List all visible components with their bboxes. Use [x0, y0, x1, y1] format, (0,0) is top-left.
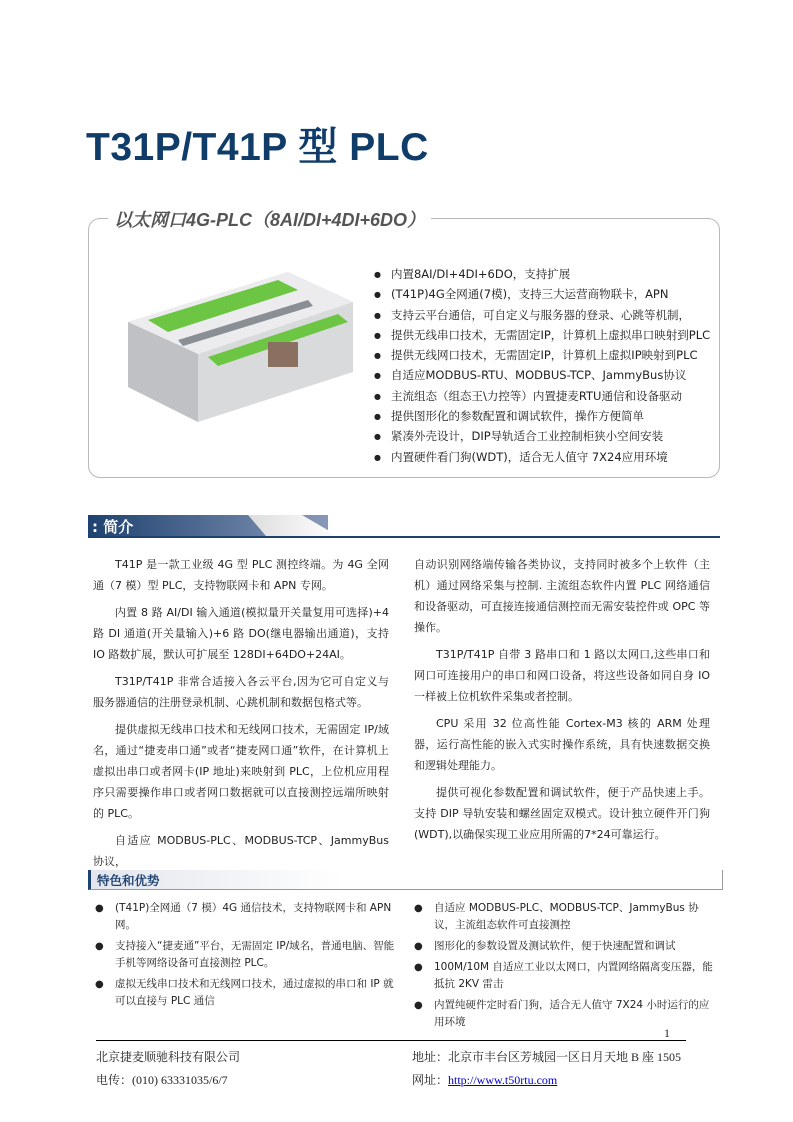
footer-address: 地址：北京市丰台区芳城园一区日月天地 B 座 1505 [412, 1050, 682, 1064]
list-item: ● 自适应MODBUS-RTU、MODBUS-TCP、JammyBus协议 [374, 366, 710, 386]
list-item: ● 虚拟无线串口技术和无线网口技术，通过虚拟的串口和 IP 就可以直接与 PLC 通信 [95, 976, 395, 1010]
features-heading-bar [88, 870, 723, 890]
list-item: ● 提供无线网口技术，无需固定IP，计算机上虚拟IP映射到PLC [374, 346, 710, 366]
paragraph: 提供虚拟无线串口技术和无线网口技术，无需固定 IP/域名，通过“捷麦串口通”或者“捷麦网口通”软件，在计算机上虚拟出串口或者网卡(IP 地址)来映射到 PLC，上位机应用程序只需要操作串口或者网口数据就可以直接测控远端所映射的 PLC。 [93, 723, 389, 820]
paragraph: 自适应 MODBUS-PLC、MODBUS-TCP、JammyBus 协议， [93, 834, 389, 868]
product-box-title: 以太网口4G-PLC（8AI/DI+4DI+6DO） [108, 206, 431, 232]
list-item: ● 内置8AI/DI+4DI+6DO，支持扩展 [374, 265, 710, 285]
paragraph: 内置 8 路 AI/DI 输入通道(模拟量开关量复用可选择)+4 路 DI 通道(开关量输入)+6 路 DO(继电器输出通道)，支持 IO 路数扩展，默认可扩展至 128DI+64DO+24AI。 [93, 606, 389, 661]
list-item: ● 支持接入“捷麦通”平台，无需固定 IP/域名，普通电脑、智能手机等网络设备可直接测控 PLC。 [95, 938, 395, 972]
list-item: ● 紧凑外壳设计，DIP导轨适合工业控制柜狭小空间安装 [374, 427, 710, 447]
list-item: ● 提供无线串口技术，无需固定IP，计算机上虚拟串口映射到PLC [374, 326, 710, 346]
footer-phone: 电传：(010) 63331035/6/7 [96, 1073, 228, 1087]
features-left-list [95, 900, 395, 1014]
paragraph: T31P/T41P 非常合适接入各云平台,因为它可自定义与服务器通信的注册登录机制、心跳机制和数据包格式等。 [93, 675, 389, 709]
product-feature-list [374, 265, 710, 468]
list-item: ● 主流组态（组态王\力控等）内置捷麦RTU通信和设备驱动 [374, 387, 710, 407]
paragraph: 提供可视化参数配置和调试软件，便于产品快速上手。支持 DIP 导轨安装和螺丝固定双模式。设计独立硬件开门狗(WDT),以确保实现工业应用所需的7*24可靠运行。 [414, 786, 710, 841]
page-title: T31P/T41P 型 PLC [86, 126, 429, 169]
features-heading: 特色和优势 [97, 873, 160, 888]
product-image [108, 262, 358, 427]
paragraph: 自动识别网络端传输各类协议，支持同时被多个上软件（主机）通过网络采集与控制. 主流组态软件内置 PLC 网络通信和设备驱动，可直接连接通信测控而无需安装控件或 OPC 等操作。 [414, 558, 710, 634]
page-number: 1 [664, 1026, 670, 1040]
list-item: ● (T41P)4G全网通(7模)，支持三大运营商物联卡，APN [374, 285, 710, 305]
intro-left-column [93, 554, 389, 878]
list-item: ● (T41P)全网通（7 模）4G 通信技术，支持物联网卡和 APN 网。 [95, 900, 395, 934]
list-item: ● 提供图形化的参数配置和调试软件，操作方便简单 [374, 407, 710, 427]
footer-divider [96, 1040, 686, 1041]
paragraph: T31P/T41P 自带 3 路串口和 1 路以太网口,这些串口和网口可连接用户的串口和网口设备，将这些设备如同自身 IO 一样被上位机软件采集或者控制。 [414, 648, 710, 703]
intro-right-column [414, 554, 710, 851]
list-item: ● 图形化的参数设置及测试软件，便于快速配置和调试 [414, 938, 714, 955]
paragraph: CPU 采用 32 位高性能 Cortex-M3 核的 ARM 处理器，运行高性能的嵌入式实时操作系统，具有快速数据交换和逻辑处理能力。 [414, 717, 710, 772]
list-item: ● 自适应 MODBUS-PLC、MODBUS-TCP、JammyBus 协议，主流组态软件可直接测控 [414, 900, 714, 934]
features-right-list [414, 900, 714, 1035]
list-item: ● 内置硬件看门狗(WDT)，适合无人值守 7X24应用环境 [374, 448, 710, 468]
website-label: 网址： [412, 1073, 449, 1087]
footer-website [412, 1071, 557, 1088]
intro-heading: : 简介 [92, 518, 134, 536]
footer-company: 北京捷麦顺驰科技有限公司 [96, 1050, 241, 1064]
list-item: ● 支持云平台通信，可自定义与服务器的登录、心跳等机制， [374, 306, 710, 326]
website-link[interactable]: http://www.t50rtu.com [448, 1073, 558, 1087]
list-item: ● 100M/10M 自适应工业以太网口，内置网络隔离变压器，能抵抗 2KV 雷击 [414, 959, 714, 993]
intro-heading-bar [88, 515, 720, 538]
list-item: ● 内置纯硬件定时看门狗，适合无人值守 7X24 小时运行的应用环境 [414, 997, 714, 1031]
paragraph: T41P 是一款工业级 4G 型 PLC 测控终端。为 4G 全网通（7 模）型 PLC，支持物联网卡和 APN 专网。 [93, 558, 389, 592]
